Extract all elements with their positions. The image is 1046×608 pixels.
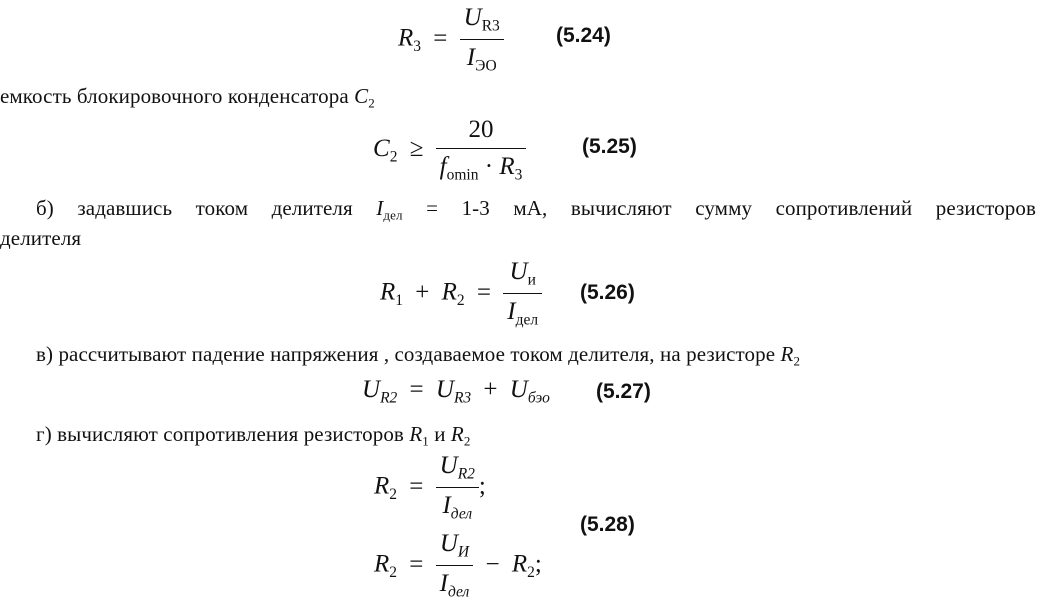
paragraph-g-var1-sub: 1 [422,433,429,449]
eq-5-26-r2: R [441,278,457,306]
eq-5-24-fraction [460,4,504,76]
eq-5-26-r2-sub: 2 [456,292,465,310]
eq-5-28b-r: R [511,550,528,578]
equation-5-26 [380,258,542,330]
eq-5-28b-fraction [436,530,474,602]
eq-5-28b-lhs: R [374,550,390,578]
eq-5-28a-lhs-sub: 2 [389,486,398,504]
eq-5-28b-r-sub: 2 [527,564,535,582]
paragraph-g-var2-sub: 2 [463,433,471,449]
paragraph-v-text: в) рассчитывают падение напряжения , создаваемое током делителя, на резисторе [36,342,781,366]
eq-5-27-lhs-sub: R2 [380,389,398,407]
eq-5-26-plus: + [415,278,430,306]
capacitance-var-sub: 2 [368,95,375,111]
eq-5-24-den-sub: ЭО [475,57,497,75]
paragraph-v-var: R [780,342,794,366]
eq-5-24-num: U [463,4,482,31]
eq-5-28b-minus: − [485,550,500,578]
eq-5-26-num: U [509,258,528,285]
eq-5-28a-den: I [442,492,451,520]
paragraph-g-and: и [428,422,451,446]
paragraph-v [36,342,800,370]
eq-5-27-lhs: U [362,376,381,403]
paragraph-b-var-sub: дел [383,207,403,223]
paragraph-g-text: г) вычисляют сопротивления резисторов [36,422,410,446]
paragraph-g-var2: R [450,422,464,446]
equation-number-5-28: (5.28) [580,513,635,536]
eq-5-25-den-r: R [499,153,515,180]
eq-5-28a-lhs: R [374,472,390,500]
capacitance-var: C [354,84,369,108]
eq-5-26-num-sub: и [527,271,536,289]
eq-5-24-num-sub: R3 [481,17,500,35]
paragraph-b-var: I [376,196,384,220]
eq-5-24-equals: = [433,24,448,52]
paragraph-v-var-sub: 2 [793,353,801,369]
eq-5-25-den-f: f [439,153,447,180]
capacitance-line [0,84,375,112]
eq-5-25-num: 20 [468,116,494,143]
eq-5-28a-num: U [439,452,458,479]
eq-5-25-lhs: C [373,134,390,162]
eq-5-28b-equals: = [409,550,424,578]
eq-5-28b-num: U [439,530,458,557]
eq-5-27-equals: = [409,376,424,403]
eq-5-28b-lhs-sub: 2 [389,564,398,582]
equation-number-5-27: (5.27) [596,380,651,403]
equation-5-28a [374,452,486,524]
eq-5-26-den: I [507,298,516,326]
eq-5-24-den: I [466,44,476,72]
paragraph-g-var1: R [409,422,423,446]
eq-5-28a-fraction [436,452,479,524]
eq-5-28b-den-sub: дел [447,583,470,601]
capacitance-text: емкость блокировочного конденсатора [0,84,355,108]
eq-5-28b-end: ; [534,550,542,578]
paragraph-b-text2: = 1-3 мА, вычисляют сумму сопротивлений резисторов [402,196,1036,220]
equation-5-27 [362,376,550,407]
eq-5-26-equals: = [476,278,492,306]
eq-5-28a-equals: = [409,472,424,500]
eq-5-25-den-f-sub: omin [446,166,479,184]
equation-5-24 [398,4,504,76]
equation-number-5-24: (5.24) [556,24,611,47]
eq-5-27-t1-sub: R3 [453,389,472,407]
eq-5-28a-den-sub: дел [450,505,473,523]
equation-number-5-25: (5.25) [582,135,637,158]
eq-5-25-den-dot: · [484,153,494,180]
eq-5-25-den-r-sub: 3 [514,166,523,184]
equation-5-28b [374,530,542,602]
paragraph-b-line1 [36,196,1036,224]
eq-5-28b-den: I [439,570,448,598]
equation-5-25 [373,116,526,184]
eq-5-28b-num-sub: И [457,543,470,561]
paragraph-b-line2: делителя [0,226,82,250]
eq-5-27-t2-sub: бэо [527,389,550,407]
eq-5-25-rel: ≥ [409,134,424,162]
eq-5-27-plus: + [483,376,498,403]
paragraph-g [36,422,470,450]
eq-5-26-r1-sub: 1 [395,292,404,310]
eq-5-28a-num-sub: R2 [457,465,475,483]
eq-5-28a-end: ; [478,472,486,500]
eq-5-24-lhs-sub: 3 [413,38,422,56]
eq-5-26-fraction [503,258,542,330]
eq-5-26-r1: R [380,278,396,306]
eq-5-26-den-sub: дел [515,311,539,329]
eq-5-27-t1: U [435,376,454,403]
eq-5-25-fraction [436,116,527,184]
eq-5-25-lhs-sub: 2 [389,148,398,166]
paragraph-b-text1: б) задавшись током делителя [36,196,377,220]
eq-5-27-t2: U [509,376,528,403]
equation-number-5-26: (5.26) [580,281,635,304]
eq-5-24-lhs: R [398,24,414,52]
